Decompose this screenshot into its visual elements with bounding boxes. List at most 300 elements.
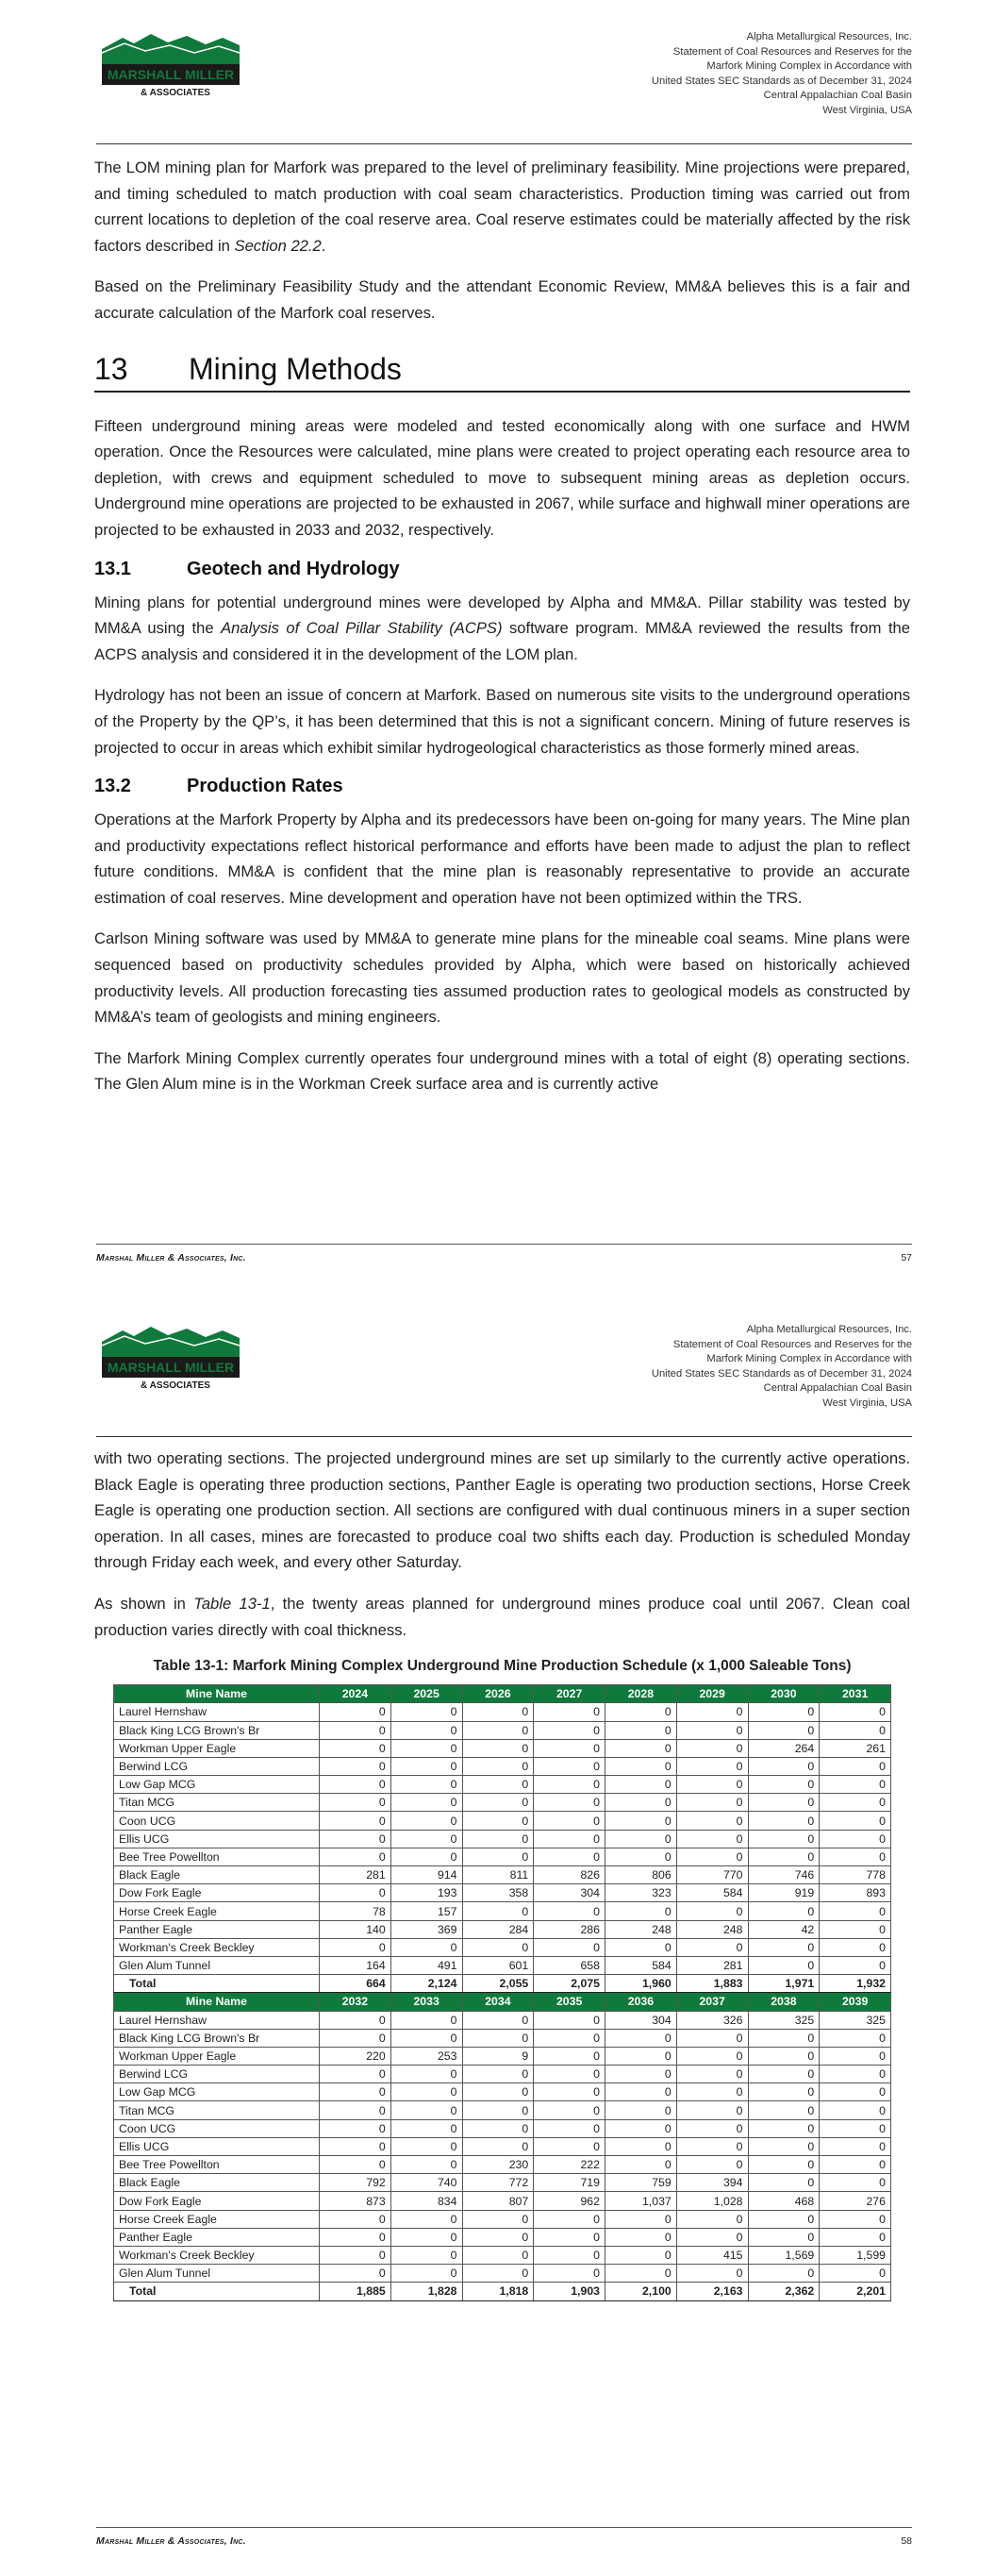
table-row bbox=[114, 2011, 891, 2029]
value-cell: 0 bbox=[676, 1848, 748, 1865]
header-line: Alpha Metallurgical Resources, Inc. bbox=[746, 31, 912, 42]
value-cell: 1,037 bbox=[605, 2192, 677, 2210]
value-cell: 230 bbox=[462, 2156, 534, 2174]
value-cell: 1,971 bbox=[748, 1975, 820, 1993]
value-cell: 0 bbox=[390, 2137, 462, 2155]
page-number: 57 bbox=[901, 1252, 912, 1263]
value-cell: 0 bbox=[676, 1794, 748, 1812]
value-cell: 0 bbox=[676, 2265, 748, 2283]
value-cell: 873 bbox=[320, 2192, 391, 2210]
value-cell: 0 bbox=[820, 2047, 891, 2065]
value-cell: 0 bbox=[390, 2083, 462, 2101]
value-cell: 0 bbox=[748, 1830, 820, 1848]
value-cell: 0 bbox=[534, 2101, 605, 2119]
value-cell: 0 bbox=[534, 2029, 605, 2047]
table-row bbox=[114, 2137, 891, 2155]
value-cell: 0 bbox=[748, 1721, 820, 1739]
mine-name-cell: Coon UCG bbox=[114, 1812, 320, 1830]
value-cell: 759 bbox=[605, 2174, 677, 2192]
subsection-number: 13.1 bbox=[94, 558, 131, 579]
value-cell: 0 bbox=[320, 2066, 391, 2083]
header-divider bbox=[96, 1436, 912, 1437]
table-total-row bbox=[114, 1975, 891, 1993]
value-cell: 0 bbox=[676, 1938, 748, 1956]
value-cell: 0 bbox=[320, 2029, 391, 2047]
value-cell: 1,932 bbox=[820, 1975, 891, 1993]
value-cell: 0 bbox=[605, 2228, 677, 2246]
value-cell: 9 bbox=[462, 2047, 534, 2065]
value-cell: 0 bbox=[390, 1721, 462, 1739]
value-cell: 0 bbox=[820, 2066, 891, 2083]
mine-name-cell: Workman Upper Eagle bbox=[114, 2047, 320, 2065]
value-cell: 0 bbox=[534, 1830, 605, 1848]
value-cell: 0 bbox=[748, 1848, 820, 1865]
value-cell: 0 bbox=[820, 1776, 891, 1794]
value-cell: 0 bbox=[320, 1739, 391, 1757]
mine-name-cell: Dow Fork Eagle bbox=[114, 1884, 320, 1902]
value-cell: 0 bbox=[534, 1938, 605, 1956]
value-cell: 0 bbox=[748, 1938, 820, 1956]
page2-content bbox=[94, 1446, 910, 2301]
value-cell: 1,828 bbox=[390, 2283, 462, 2300]
logo-top-text: MARSHALL MILLER bbox=[107, 1360, 235, 1375]
value-cell: 1,883 bbox=[676, 1975, 748, 1993]
value-cell: 0 bbox=[320, 1721, 391, 1739]
value-cell: 0 bbox=[462, 1938, 534, 1956]
value-cell: 0 bbox=[462, 1830, 534, 1848]
value-cell: 0 bbox=[676, 1830, 748, 1848]
mine-name-cell: Laurel Hernshaw bbox=[114, 2011, 320, 2029]
value-cell: 0 bbox=[462, 2066, 534, 2083]
value-cell: 1,960 bbox=[605, 1975, 677, 1993]
table-row bbox=[114, 1902, 891, 1920]
paragraph-table-intro: As shown in Table 13-1, the twenty areas planned for underground mines produce coal until 2067. Clean coal production varies directly with coal thickness. bbox=[94, 1594, 911, 1639]
value-cell: 0 bbox=[462, 2029, 534, 2047]
value-cell: 0 bbox=[390, 1848, 462, 1865]
value-cell: 0 bbox=[605, 2265, 677, 2283]
table-row bbox=[114, 2047, 891, 2065]
software-reference: Analysis of Coal Pillar Stability (ACPS) bbox=[221, 619, 503, 638]
value-cell: 0 bbox=[320, 1794, 391, 1812]
value-cell: 0 bbox=[534, 2265, 605, 2283]
value-cell: 0 bbox=[462, 1739, 534, 1757]
table-row bbox=[114, 1812, 891, 1830]
value-cell: 0 bbox=[748, 2047, 820, 2065]
value-cell: 0 bbox=[820, 2119, 891, 2137]
header-line: Marfork Mining Complex in Accordance with bbox=[706, 60, 912, 73]
value-cell: 0 bbox=[605, 1703, 677, 1721]
value-cell: 0 bbox=[605, 2029, 677, 2047]
value-cell: 0 bbox=[605, 1812, 677, 1830]
value-cell: 0 bbox=[320, 1830, 391, 1848]
value-cell: 0 bbox=[390, 1757, 462, 1775]
value-cell: 0 bbox=[390, 2101, 462, 2119]
value-cell: 264 bbox=[748, 1739, 820, 1757]
page-number: 58 bbox=[901, 2535, 912, 2547]
value-cell: 0 bbox=[534, 1812, 605, 1830]
value-cell: 0 bbox=[320, 1848, 391, 1865]
paragraph-carlson: Carlson Mining software was used by MM&A to generate mine plans for the mineable coal seams. Mine plans were sequenced based on productivity schedules provided by Alpha, which were based on historically achieved productivity levels. All production forecasting ties assumed production rates to geological models as constructed by MM&A’s team of geologists and mining engineers. bbox=[94, 929, 910, 1027]
year-header: 2028 bbox=[605, 1685, 677, 1703]
value-cell: 0 bbox=[320, 1812, 391, 1830]
value-cell: 0 bbox=[605, 2246, 677, 2264]
value-cell: 0 bbox=[748, 2083, 820, 2101]
value-cell: 0 bbox=[748, 1776, 820, 1794]
value-cell: 0 bbox=[320, 2210, 391, 2228]
table-row bbox=[114, 1866, 891, 1884]
value-cell: 0 bbox=[320, 2265, 391, 2283]
value-cell: 0 bbox=[748, 2137, 820, 2155]
value-cell: 0 bbox=[534, 1776, 605, 1794]
value-cell: 584 bbox=[605, 1956, 677, 1974]
table-row bbox=[114, 2119, 891, 2137]
value-cell: 0 bbox=[390, 2066, 462, 2083]
value-cell: 2,124 bbox=[390, 1975, 462, 1993]
header-line: Statement of Coal Resources and Reserves for the bbox=[672, 1338, 912, 1350]
mine-name-cell: Horse Creek Eagle bbox=[114, 2210, 320, 2228]
table-header-row bbox=[114, 1993, 891, 2011]
table-row bbox=[114, 2101, 891, 2119]
year-header: 2039 bbox=[820, 1993, 891, 2011]
value-cell: 2,075 bbox=[534, 1975, 605, 1993]
header-line: Central Appalachian Coal Basin bbox=[763, 90, 912, 102]
value-cell: 0 bbox=[676, 1776, 748, 1794]
value-cell: 792 bbox=[320, 2174, 391, 2192]
value-cell: 286 bbox=[534, 1920, 605, 1938]
value-cell: 0 bbox=[820, 1830, 891, 1848]
mine-name-cell: Workman's Creek Beckley bbox=[114, 1938, 320, 1956]
subsection-number: 13.2 bbox=[94, 776, 131, 797]
mine-name-cell: Panther Eagle bbox=[114, 1920, 320, 1938]
section-number: 13 bbox=[94, 351, 128, 386]
year-header: 2034 bbox=[462, 1993, 534, 2011]
table-row bbox=[114, 1757, 891, 1775]
value-cell: 0 bbox=[462, 1794, 534, 1812]
mine-name-cell: Glen Alum Tunnel bbox=[114, 1956, 320, 1974]
mine-name-cell: Glen Alum Tunnel bbox=[114, 2265, 320, 2283]
header-divider bbox=[96, 143, 912, 144]
value-cell: 0 bbox=[462, 2137, 534, 2155]
table-row bbox=[114, 1721, 891, 1739]
mine-name-cell: Workman Upper Eagle bbox=[114, 1739, 320, 1757]
value-cell: 0 bbox=[820, 1721, 891, 1739]
value-cell: 222 bbox=[534, 2156, 605, 2174]
value-cell: 0 bbox=[462, 2210, 534, 2228]
header-line: United States SEC Standards as of December 31, 2024 bbox=[651, 1367, 912, 1380]
mine-name-cell: Bee Tree Powellton bbox=[114, 1848, 320, 1865]
value-cell: 0 bbox=[676, 2156, 748, 2174]
value-cell: 772 bbox=[462, 2174, 534, 2192]
value-cell: 0 bbox=[605, 1794, 677, 1812]
mine-name-cell: Horse Creek Eagle bbox=[114, 1902, 320, 1920]
value-cell: 369 bbox=[390, 1920, 462, 1938]
value-cell: 0 bbox=[676, 1739, 748, 1757]
logo-top-text: MARSHALL MILLER bbox=[107, 67, 235, 82]
value-cell: 0 bbox=[462, 2265, 534, 2283]
value-cell: 1,885 bbox=[320, 2283, 391, 2300]
value-cell: 326 bbox=[676, 2011, 748, 2029]
subsection-title: Production Rates bbox=[187, 776, 343, 797]
header-line: West Virginia, USA bbox=[822, 1397, 912, 1409]
value-cell: 1,903 bbox=[534, 2283, 605, 2300]
paragraph-mining-areas: Fifteen underground mining areas were modeled and tested economically along with one surface and HWM operation. Once the Resources were calculated, mine plans were created to project operating each resource area to depletion, with crews and equipment scheduled to move to subsequent mining areas as depletion occurs. Underground mine operations are projected to be exhausted in 2067, while surface and highwall miner operations are projected to be exhausted in 2033 and 2032, respectively. bbox=[94, 416, 910, 539]
paragraph-pillar-stability: Mining plans for potential underground mines were developed by Alpha and MM&A. Pillar stability was tested by MM&A using the Analysis of Coal Pillar Stability (ACPS) software program. MM&A reviewed the results from the ACPS analysis and considered it in the development of the LOM plan. bbox=[94, 593, 911, 663]
page-header bbox=[96, 26, 912, 142]
table-row bbox=[114, 1794, 891, 1812]
value-cell: 284 bbox=[462, 1920, 534, 1938]
value-cell: 0 bbox=[390, 2265, 462, 2283]
value-cell: 0 bbox=[676, 1902, 748, 1920]
year-header: 2035 bbox=[534, 1993, 605, 2011]
value-cell: 78 bbox=[320, 1902, 391, 1920]
value-cell: 0 bbox=[390, 1794, 462, 1812]
value-cell: 42 bbox=[748, 1920, 820, 1938]
paragraph-operations: Operations at the Marfork Property by Alpha and its predecessors have been on-going for many years. The Mine plan and productivity expectations reflect historical performance and efforts have been made to adjust the plan to reflect future conditions. MM&A is confident that the mine plan is reasonably representative to provide an accurate estimation of coal reserves. Mine development and operation have not been optimized within the TRS. bbox=[94, 811, 910, 907]
table-row bbox=[114, 2210, 891, 2228]
value-cell: 0 bbox=[748, 2101, 820, 2119]
value-cell: 0 bbox=[748, 1956, 820, 1974]
logo-bottom-text: & ASSOCIATES bbox=[141, 88, 210, 98]
page-footer bbox=[96, 2527, 912, 2547]
value-cell: 0 bbox=[320, 1776, 391, 1794]
value-cell: 0 bbox=[820, 2174, 891, 2192]
value-cell: 0 bbox=[748, 1902, 820, 1920]
value-cell: 1,599 bbox=[820, 2246, 891, 2264]
value-cell: 1,818 bbox=[462, 2283, 534, 2300]
value-cell: 1,028 bbox=[676, 2192, 748, 2210]
value-cell: 0 bbox=[462, 2228, 534, 2246]
value-cell: 0 bbox=[534, 1794, 605, 1812]
value-cell: 0 bbox=[462, 2083, 534, 2101]
value-cell: 0 bbox=[748, 1794, 820, 1812]
value-cell: 325 bbox=[748, 2011, 820, 2029]
value-cell: 0 bbox=[320, 1757, 391, 1775]
value-cell: 962 bbox=[534, 2192, 605, 2210]
mine-name-cell: Laurel Hernshaw bbox=[114, 1703, 320, 1721]
mine-name-cell: Black King LCG Brown's Br bbox=[114, 1721, 320, 1739]
value-cell: 0 bbox=[462, 2011, 534, 2029]
mine-name-cell: Black King LCG Brown's Br bbox=[114, 2029, 320, 2047]
value-cell: 261 bbox=[820, 1739, 891, 1757]
value-cell: 248 bbox=[605, 1920, 677, 1938]
table-reference: Table 13-1 bbox=[193, 1594, 271, 1613]
table-header-row bbox=[114, 1685, 891, 1703]
value-cell: 664 bbox=[320, 1975, 391, 1993]
value-cell: 0 bbox=[320, 2083, 391, 2101]
subsection-heading-production bbox=[94, 776, 910, 797]
paragraph-hydrology: Hydrology has not been an issue of concern at Marfork. Based on numerous site visits to the underground operations of the Property by the QP’s, it has been determined that this is not a significant concern. Mining of future reserves is projected to occur in areas which exhibit similar hydrogeological characteristics as those formerly mined areas. bbox=[94, 686, 910, 757]
value-cell: 0 bbox=[820, 2101, 891, 2119]
value-cell: 746 bbox=[748, 1866, 820, 1884]
header-line: Statement of Coal Resources and Reserves for the bbox=[672, 45, 912, 58]
value-cell: 0 bbox=[748, 2156, 820, 2174]
table-row bbox=[114, 1884, 891, 1902]
value-cell: 0 bbox=[820, 2228, 891, 2246]
value-cell: 0 bbox=[320, 1938, 391, 1956]
value-cell: 0 bbox=[605, 2101, 677, 2119]
page-58 bbox=[0, 1293, 995, 2576]
mine-name-cell: Berwind LCG bbox=[114, 2066, 320, 2083]
value-cell: 0 bbox=[676, 2228, 748, 2246]
value-cell: 0 bbox=[462, 1812, 534, 1830]
value-cell: 0 bbox=[820, 1920, 891, 1938]
value-cell: 914 bbox=[390, 1866, 462, 1884]
value-cell: 0 bbox=[748, 1703, 820, 1721]
mine-name-cell: Ellis UCG bbox=[114, 2137, 320, 2155]
table-row bbox=[114, 2174, 891, 2192]
value-cell: 0 bbox=[676, 1703, 748, 1721]
year-header: 2031 bbox=[820, 1685, 891, 1703]
mine-name-cell: Dow Fork Eagle bbox=[114, 2192, 320, 2210]
table-row bbox=[114, 1920, 891, 1938]
year-header: 2029 bbox=[676, 1685, 748, 1703]
value-cell: 304 bbox=[605, 2011, 677, 2029]
value-cell: 2,100 bbox=[605, 2283, 677, 2300]
section-title: Mining Methods bbox=[189, 351, 402, 386]
value-cell: 811 bbox=[462, 1866, 534, 1884]
mine-name-cell: Bee Tree Powellton bbox=[114, 2156, 320, 2174]
value-cell: 394 bbox=[676, 2174, 748, 2192]
value-cell: 0 bbox=[820, 1794, 891, 1812]
table-row bbox=[114, 2265, 891, 2283]
value-cell: 0 bbox=[534, 2066, 605, 2083]
value-cell: 0 bbox=[605, 1721, 677, 1739]
table-row bbox=[114, 2029, 891, 2047]
value-cell: 0 bbox=[820, 2265, 891, 2283]
value-cell: 0 bbox=[534, 1739, 605, 1757]
value-cell: 0 bbox=[390, 2029, 462, 2047]
value-cell: 0 bbox=[390, 2156, 462, 2174]
value-cell: 0 bbox=[820, 1812, 891, 1830]
value-cell: 0 bbox=[605, 2066, 677, 2083]
value-cell: 0 bbox=[605, 2156, 677, 2174]
value-cell: 0 bbox=[676, 2210, 748, 2228]
header-line: Central Appalachian Coal Basin bbox=[763, 1382, 912, 1395]
value-cell: 0 bbox=[390, 2246, 462, 2264]
column-header: Mine Name bbox=[114, 1993, 320, 2011]
value-cell: 0 bbox=[748, 2066, 820, 2083]
value-cell: 0 bbox=[820, 1848, 891, 1865]
mine-name-cell: Low Gap MCG bbox=[114, 2083, 320, 2101]
value-cell: 0 bbox=[320, 2137, 391, 2155]
year-header: 2026 bbox=[462, 1685, 534, 1703]
mine-name-cell: Black Eagle bbox=[114, 1866, 320, 1884]
value-cell: 0 bbox=[676, 1757, 748, 1775]
year-header: 2024 bbox=[320, 1685, 391, 1703]
value-cell: 0 bbox=[390, 2210, 462, 2228]
header-line: United States SEC Standards as of December 31, 2024 bbox=[651, 75, 912, 87]
value-cell: 2,055 bbox=[462, 1975, 534, 1993]
value-cell: 0 bbox=[605, 1757, 677, 1775]
subsection-heading-geotech bbox=[94, 559, 910, 580]
header-line: West Virginia, USA bbox=[822, 104, 912, 116]
value-cell: 826 bbox=[534, 1866, 605, 1884]
value-cell: 140 bbox=[320, 1920, 391, 1938]
value-cell: 0 bbox=[534, 2083, 605, 2101]
value-cell: 0 bbox=[320, 2228, 391, 2246]
table-caption: Table 13-1: Marfork Mining Complex Underground Mine Production Schedule (x 1,000 Saleable Tons) bbox=[153, 1658, 852, 1675]
value-cell: 0 bbox=[820, 1902, 891, 1920]
page1-content bbox=[94, 155, 910, 1112]
value-cell: 358 bbox=[462, 1884, 534, 1902]
value-cell: 0 bbox=[390, 1812, 462, 1830]
year-header: 2027 bbox=[534, 1685, 605, 1703]
value-cell: 0 bbox=[534, 1703, 605, 1721]
year-header: 2032 bbox=[320, 1993, 391, 2011]
value-cell: 0 bbox=[534, 1848, 605, 1865]
header-line: Alpha Metallurgical Resources, Inc. bbox=[746, 1324, 912, 1335]
value-cell: 0 bbox=[390, 2228, 462, 2246]
value-cell: 0 bbox=[748, 2119, 820, 2137]
mine-name-cell: Ellis UCG bbox=[114, 1830, 320, 1848]
mine-name-cell: Titan MCG bbox=[114, 1794, 320, 1812]
value-cell: 0 bbox=[462, 1703, 534, 1721]
value-cell: 193 bbox=[390, 1884, 462, 1902]
value-cell: 0 bbox=[676, 2029, 748, 2047]
paragraph-operating-sections: The Marfork Mining Complex currently operates four underground mines with a total of eight (8) operating sections. The Glen Alum mine is in the Workman Creek surface area and is currently active bbox=[94, 1048, 910, 1094]
mine-name-cell: Workman's Creek Beckley bbox=[114, 2246, 320, 2264]
year-header: 2025 bbox=[390, 1685, 462, 1703]
value-cell: 248 bbox=[676, 1920, 748, 1938]
value-cell: 0 bbox=[534, 1721, 605, 1739]
value-cell: 0 bbox=[605, 1776, 677, 1794]
value-cell: 164 bbox=[320, 1956, 391, 1974]
value-cell: 0 bbox=[676, 2066, 748, 2083]
logo-bottom-text: & ASSOCIATES bbox=[141, 1380, 210, 1391]
value-cell: 0 bbox=[748, 1812, 820, 1830]
value-cell: 0 bbox=[462, 2246, 534, 2264]
page-footer bbox=[96, 1244, 912, 1263]
value-cell: 0 bbox=[676, 2101, 748, 2119]
value-cell: 0 bbox=[605, 1830, 677, 1848]
mine-name-cell: Coon UCG bbox=[114, 2119, 320, 2137]
value-cell: 281 bbox=[676, 1956, 748, 1974]
value-cell: 740 bbox=[390, 2174, 462, 2192]
value-cell: 220 bbox=[320, 2047, 391, 2065]
year-header: 2037 bbox=[676, 1993, 748, 2011]
value-cell: 0 bbox=[820, 2029, 891, 2047]
value-cell: 323 bbox=[605, 1884, 677, 1902]
table-row bbox=[114, 1776, 891, 1794]
value-cell: 0 bbox=[748, 2210, 820, 2228]
value-cell: 778 bbox=[820, 1866, 891, 1884]
table-row bbox=[114, 1938, 891, 1956]
table-row bbox=[114, 1739, 891, 1757]
table-row bbox=[114, 1848, 891, 1865]
value-cell: 0 bbox=[462, 1776, 534, 1794]
table-row bbox=[114, 2083, 891, 2101]
value-cell: 0 bbox=[820, 1703, 891, 1721]
value-cell: 0 bbox=[748, 2265, 820, 2283]
value-cell: 325 bbox=[820, 2011, 891, 2029]
table-row bbox=[114, 1956, 891, 1974]
value-cell: 0 bbox=[390, 1776, 462, 1794]
year-header: 2033 bbox=[390, 1993, 462, 2011]
value-cell: 0 bbox=[320, 2119, 391, 2137]
mine-name-cell: Panther Eagle bbox=[114, 2228, 320, 2246]
value-cell: 719 bbox=[534, 2174, 605, 2192]
footer-company: Marshal Miller & Associates, Inc. bbox=[96, 2535, 246, 2547]
value-cell: 0 bbox=[605, 2047, 677, 2065]
value-cell: 0 bbox=[320, 2011, 391, 2029]
value-cell: 0 bbox=[820, 2210, 891, 2228]
value-cell: 157 bbox=[390, 1902, 462, 1920]
value-cell: 0 bbox=[820, 1956, 891, 1974]
value-cell: 0 bbox=[605, 2083, 677, 2101]
value-cell: 601 bbox=[462, 1956, 534, 1974]
value-cell: 919 bbox=[748, 1884, 820, 1902]
header-company-info bbox=[652, 30, 912, 119]
